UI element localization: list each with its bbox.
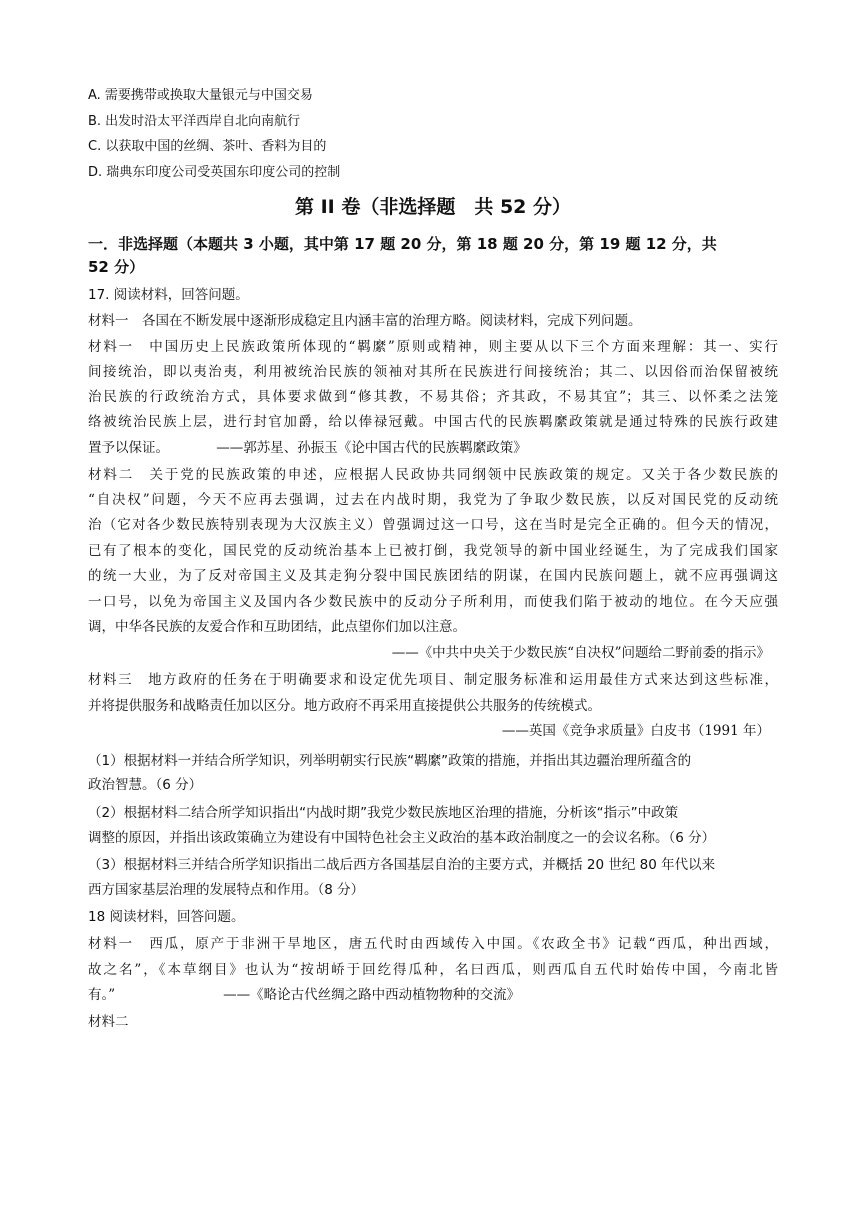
option-d: D. 瑞典东印度公司受英国东印度公司的控制 xyxy=(88,165,341,180)
q18-intro: 18 阅读材料，回答问题。 xyxy=(88,909,245,925)
q17-material1-line: 材料一 中国历史上民族政策所体现的“羁縻”原则或精神，则主要从以下三个方面来理解：其一、实行 xyxy=(88,339,778,355)
q17-question-line: （1）根据材料一并结合所学知识，列举明朝实行民族“羁縻”政策的措施，并指出其边疆治理所蕴含的 xyxy=(88,753,692,769)
q17-intro: 17. 阅读材料，回答问题。 xyxy=(88,287,249,303)
q18-material1-line: 故之名”，《本草纲目》也认为“按胡峤于回纥得瓜种，名曰西瓜，则西瓜自五代时始传中国，今南北皆 xyxy=(88,962,778,978)
q17-material2-line: 一口号，以免为帝国主义及国内各少数民族中的反动分子所利用，而使我们陷于被动的地位。在今天应强 xyxy=(88,594,778,610)
q17-material3-line: 并将提供服务和战略责任加以区分。地方政府不再采用直接提供公共服务的传统模式。 xyxy=(88,698,601,714)
q17-question-line: 调整的原因，并指出该政策确立为建设有中国特色社会主义政治的基本政治制度之一的会议名称。（6 分） xyxy=(88,830,716,846)
q17-material2-line: 调，中华各民族的友爱合作和互助团结，此点望你们加以注意。 xyxy=(88,619,466,635)
q17-material1-line: 置予以保证。 ——郭苏星、孙振玉《论中国古代的民族羁縻政策》 xyxy=(88,440,527,456)
q17-question-line: （2）根据材料二结合所学知识指出“内战时期”我党少数民族地区治理的措施，分析该“指示”中政策 xyxy=(88,805,679,821)
q17-question-line: 西方国家基层治理的发展特点和作用。（8 分） xyxy=(88,882,365,898)
part-heading-line2: 52 分） xyxy=(88,258,145,276)
q17-material3-line: 材料三 地方政府的任务在于明确要求和设定优先项目、制定服务标准和运用最佳方式来达到这些标准， xyxy=(88,672,778,688)
q17-material3-source: ——英国《竞争求质量》白皮书（1991 年） xyxy=(501,723,770,739)
q18-material1-line: 有。” ——《略论古代丝绸之路中西动植物物种的交流》 xyxy=(88,987,521,1003)
q17-material2-line: 治（它对各少数民族特别表现为大汉族主义）曾强调过这一口号，这在当时是完全正确的。但今天的情况， xyxy=(88,517,778,533)
q17-material2-line: 材料二 关于党的民族政策的申述，应根据人民政协共同纲领中民族政策的规定。又关于各少数民族的 xyxy=(88,467,778,483)
q17-question-line: （3）根据材料三并结合所学知识指出二战后西方各国基层自治的主要方式，并概括 20 世纪 80 年代以来 xyxy=(88,857,716,873)
option-b: B. 出发时沿太平洋西岸自北向南航行 xyxy=(88,114,301,129)
q17-material1-intro: 材料一 各国在不断发展中逐渐形成稳定且内涵丰富的治理方略。阅读材料，完成下列问题。 xyxy=(88,313,642,329)
part-heading-line1: 一．非选择题（本题共 3 小题，其中第 17 题 20 分，第 18 题 20 分，第 19 题 12 分，共 xyxy=(88,235,717,253)
section-title: 第 II 卷（非选择题 共 52 分） xyxy=(294,196,572,218)
q17-material2-source: ——《中共中央关于少数民族“自决权”问题给二野前委的指示》 xyxy=(391,645,770,661)
q17-material1-line: 间接统治，即以夷治夷，利用被统治民族的领袖对其所在民族进行间接统治；其二、以因俗而治保留被统 xyxy=(88,364,778,380)
q17-material1-line: 治民族的行政统治方式，具体要求做到“修其教，不易其俗；齐其政，不易其宜”；其三、以怀柔之法笼 xyxy=(88,389,778,405)
q18-material1-line: 材料一 西瓜，原产于非洲干旱地区，唐五代时由西域传入中国。《农政全书》记载“西瓜，种出西域， xyxy=(88,936,778,952)
q17-material2-line: 已有了根本的变化，国民党的反动统治基本上已被打倒，我党领导的新中国业经诞生，为了完成我们国家 xyxy=(88,543,778,559)
option-c: C. 以获取中国的丝绸、茶叶、香料为目的 xyxy=(88,139,327,154)
q17-material1-line: 络被统治民族上层，进行封官加爵，给以俸禄冠戴。中国古代的民族羁縻政策就是通过特殊的民族行政建 xyxy=(88,414,778,430)
q17-material2-line: 的统一大业，为了反对帝国主义及其走狗分裂中国民族团结的阴谋，在国内民族问题上，就不应再强调这 xyxy=(88,568,778,584)
q17-material2-line: “自决权”问题，今天不应再去强调，过去在内战时期，我党为了争取少数民族，以反对国民党的反动统 xyxy=(88,492,778,508)
q18-material2-label: 材料二 xyxy=(88,1014,129,1030)
q17-question-line: 政治智慧。（6 分） xyxy=(88,777,203,793)
option-a: A. 需要携带或换取大量银元与中国交易 xyxy=(88,88,313,103)
